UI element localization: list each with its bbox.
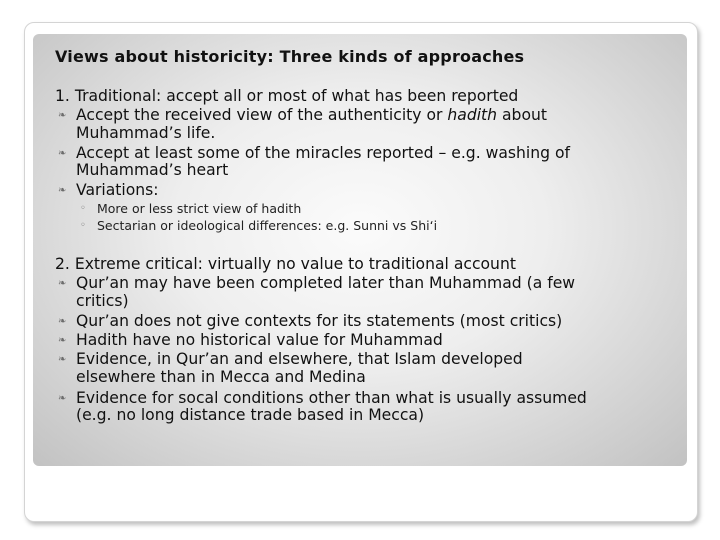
leaf-bullet-icon: ❧ — [58, 354, 67, 365]
section1-sub1: More or less strict view of hadith — [97, 201, 302, 216]
circle-bullet-icon: ◦ — [80, 203, 86, 214]
section1-bullet1-cont: Muhammad’s life. — [76, 124, 216, 142]
section1-bullet1: Accept the received view of the authenticity or hadith about — [76, 106, 547, 124]
leaf-bullet-icon: ❧ — [58, 278, 67, 289]
leaf-bullet-icon: ❧ — [58, 393, 67, 404]
section2-bullet1: Qur’an may have been completed later than Muhammad (a few — [76, 274, 576, 292]
slide-title: Views about historicity: Three kinds of approaches — [55, 47, 525, 66]
section1-sub2: Sectarian or ideological differences: e.g. Sunni vs Shi‘i — [97, 218, 438, 233]
section2-heading: 2. Extreme critical: virtually no value to traditional account — [55, 255, 516, 273]
section1-bullet2-cont: Muhammad’s heart — [76, 161, 229, 179]
section2-bullet5-cont: (e.g. no long distance trade based in Mecca) — [76, 406, 425, 424]
section2-bullet3: Hadith have no historical value for Muhammad — [76, 331, 443, 349]
leaf-bullet-icon: ❧ — [58, 185, 67, 196]
section2-bullet2: Qur’an does not give contexts for its statements (most critics) — [76, 312, 563, 330]
section2-bullet4-cont: elsewhere than in Mecca and Medina — [76, 368, 366, 386]
section1-bullet2: Accept at least some of the miracles reported – e.g. washing of — [76, 144, 571, 162]
section1-heading: 1. Traditional: accept all or most of what has been reported — [55, 87, 519, 105]
section2-bullet4: Evidence, in Qur’an and elsewhere, that Islam developed — [76, 350, 523, 368]
circle-bullet-icon: ◦ — [80, 220, 86, 231]
section2-bullet1-cont: critics) — [76, 292, 129, 310]
leaf-bullet-icon: ❧ — [58, 110, 67, 121]
leaf-bullet-icon: ❧ — [58, 335, 67, 346]
leaf-bullet-icon: ❧ — [58, 148, 67, 159]
section2-bullet5: Evidence for socal conditions other than what is usually assumed — [76, 389, 587, 407]
leaf-bullet-icon: ❧ — [58, 316, 67, 327]
section1-bullet3: Variations: — [76, 181, 159, 199]
